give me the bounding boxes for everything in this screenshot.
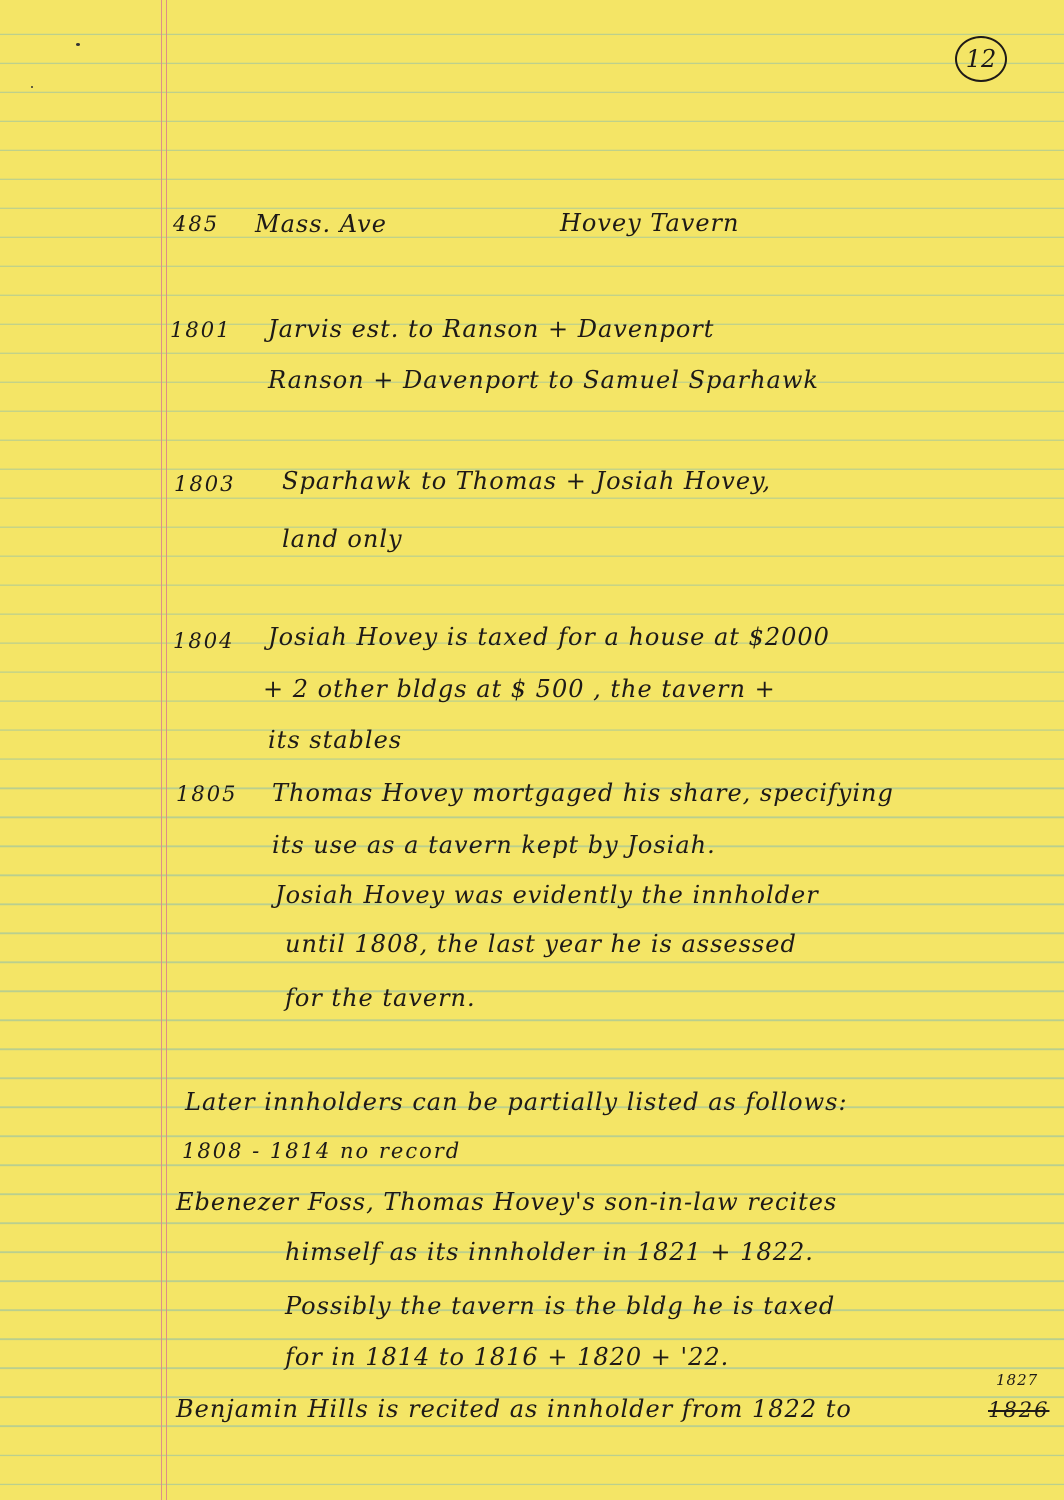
note-line: Josiah Hovey is taxed for a house at $2000 <box>268 623 830 651</box>
note-line: + 2 other bldgs at $ 500 , the tavern + <box>263 675 776 703</box>
note-line: Possibly the tavern is the bldg he is taxed <box>285 1292 836 1320</box>
note-line: for the tavern. <box>285 984 476 1012</box>
note-line: Jarvis est. to Ranson + Davenport <box>268 315 715 343</box>
year-label: 1803 <box>174 472 236 496</box>
note-line: Ebenezer Foss, Thomas Hovey's son-in-law recites <box>176 1188 838 1216</box>
note-line: 1808 - 1814 no record <box>182 1139 462 1163</box>
red-margin-line <box>166 0 167 1500</box>
heading-title: Hovey Tavern <box>560 209 740 237</box>
ink-speck <box>76 43 80 46</box>
note-line: land only <box>282 525 403 553</box>
note-line: Benjamin Hills is recited as innholder from 1822 to <box>176 1395 852 1423</box>
note-line: himself as its innholder in 1821 + 1822. <box>285 1238 814 1266</box>
address-number: 485 <box>173 212 220 236</box>
page-number-text: 12 <box>965 45 997 73</box>
year-label: 1804 <box>173 629 235 653</box>
corrected-year: 1827 <box>996 1371 1039 1389</box>
note-line: Sparhawk to Thomas + Josiah Hovey, <box>282 467 772 495</box>
note-line: for in 1814 to 1816 + 1820 + '22. <box>285 1343 730 1371</box>
note-line: until 1808, the last year he is assessed <box>285 930 797 958</box>
note-line: its use as a tavern kept by Josiah. <box>272 831 716 859</box>
circled-page-number <box>955 36 1007 82</box>
note-line: Josiah Hovey was evidently the innholder <box>275 881 819 909</box>
year-label: 1801 <box>170 318 232 342</box>
note-line: Ranson + Davenport to Samuel Sparhawk <box>268 366 819 394</box>
red-margin-line <box>161 0 162 1500</box>
note-line: its stables <box>268 726 403 754</box>
ink-speck <box>31 86 33 88</box>
year-label: 1805 <box>176 782 238 806</box>
struck-year: 1826 <box>988 1398 1050 1422</box>
note-line: Later innholders can be partially listed as follows: <box>185 1088 848 1116</box>
address-street: Mass. Ave <box>255 210 387 238</box>
note-line: Thomas Hovey mortgaged his share, specifying <box>272 779 894 807</box>
